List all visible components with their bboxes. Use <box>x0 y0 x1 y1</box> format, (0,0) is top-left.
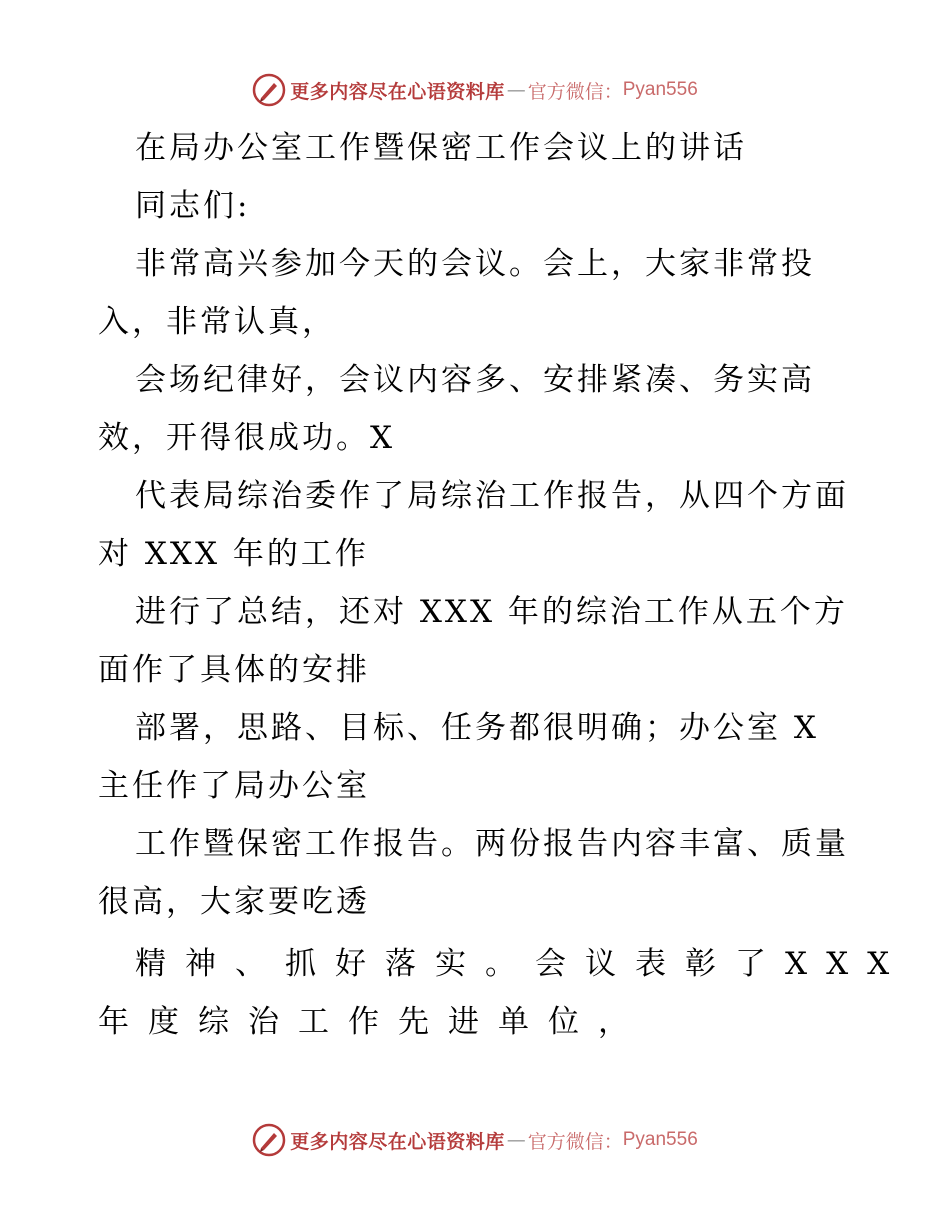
paragraph-line: 效，开得很成功。X <box>98 420 396 456</box>
paragraph-line: 入，非常认真， <box>98 304 336 340</box>
pen-logo-icon <box>252 73 286 107</box>
salutation: 同志们: <box>135 188 251 224</box>
pen-logo-icon <box>252 1123 286 1157</box>
paragraph-line: 进行了总结，还对 XXX 年的综治工作从五个方 <box>135 594 848 630</box>
banner-separator: — <box>506 1129 526 1151</box>
paragraph-line: 主任作了局办公室 <box>98 768 370 804</box>
paragraph-line: 部署，思路、目标、任务都很明确；办公室 X <box>135 710 819 746</box>
footer-banner <box>0 1120 950 1160</box>
banner-wechat-label: 官方微信： <box>527 80 623 103</box>
document-title: 在局办公室工作暨保密工作会议上的讲话 <box>135 130 747 166</box>
paragraph-line: 会场纪律好，会议内容多、安排紧凑、务实高 <box>135 362 815 398</box>
header-banner <box>0 70 950 110</box>
banner-wechat-id: Pyan556 <box>622 79 698 100</box>
banner-wechat-id: Pyan556 <box>622 1129 698 1150</box>
paragraph-line: 面作了具体的安排 <box>98 652 370 688</box>
paragraph-line: 精神、抓好落实。会议表彰了XXX <box>135 946 909 982</box>
banner-main-text: 更多内容尽在心语资料库 <box>290 80 505 103</box>
banner-wechat-label: 官方微信： <box>527 1130 623 1153</box>
banner-main-text: 更多内容尽在心语资料库 <box>290 1130 505 1153</box>
paragraph-line: 工作暨保密工作报告。两份报告内容丰富、质量 <box>135 826 849 862</box>
paragraph-line: 年度综治工作先进单位， <box>98 1004 648 1040</box>
banner-separator: — <box>506 79 526 101</box>
paragraph-line: 对 XXX 年的工作 <box>98 536 369 572</box>
paragraph-line: 非常高兴参加今天的会议。会上，大家非常投 <box>135 246 815 282</box>
paragraph-line: 代表局综治委作了局综治工作报告，从四个方面 <box>135 478 849 514</box>
paragraph-line: 很高，大家要吃透 <box>98 884 370 920</box>
